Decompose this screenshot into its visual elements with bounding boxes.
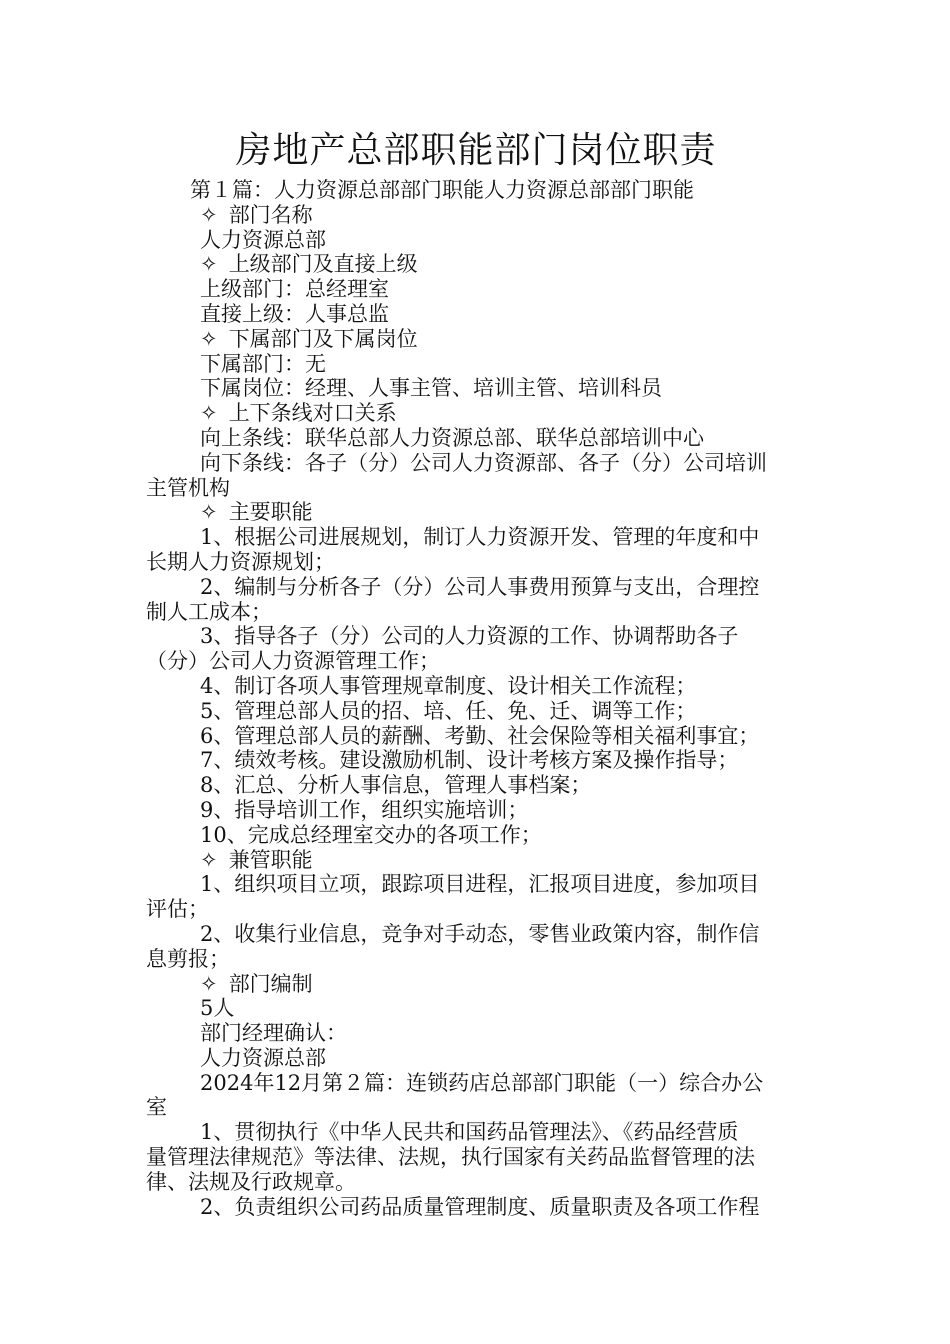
next-chapter-heading: 2024年12月第２篇：连锁药店总部部门职能（一）综合办公: [200, 1070, 764, 1095]
section-heading-label: 上级部门及直接上级: [228, 252, 418, 277]
diamond-bullet-icon: ✧: [200, 401, 218, 426]
duty-item: 5、管理总部人员的招、培、任、免、迁、调等工作；: [200, 698, 697, 723]
document-title: 房地产总部职能部门岗位职责: [235, 130, 717, 171]
subordinate-dept: 下属部门：无: [200, 351, 326, 376]
duty-item: 9、指导培训工作，组织实施培训；: [200, 797, 529, 822]
section-heading-staffing: [146, 972, 806, 997]
duty-item: 4、制订各项人事管理规章制度、设计相关工作流程；: [200, 673, 697, 698]
confirm-dept: 人力资源总部: [200, 1045, 326, 1070]
section-heading-main-duties: [146, 500, 806, 525]
side-duty-item: 1、组织项目立项，跟踪项目进程，汇报项目进度，参加项目: [200, 872, 760, 897]
pharmacy-duty-2: 2、负责组织公司药品质量管理制度、质量职责及各项工作程: [200, 1194, 760, 1219]
chapter-subtitle: 第１篇：人力资源总部部门职能人力资源总部部门职能: [190, 178, 694, 202]
pharmacy-duty-1-cont2: 律、法规及行政规章。: [146, 1169, 356, 1194]
section-heading-label: 部门名称: [228, 202, 313, 227]
section-heading-superior: [146, 252, 806, 277]
section-heading-label: 主要职能: [228, 500, 313, 525]
dept-name-value: 人力资源总部: [200, 227, 326, 252]
duty-item: 6、管理总部人员的薪酬、考勤、社会保险等相关福利事宜；: [200, 723, 760, 748]
duty-item-cont: 长期人力资源规划；: [146, 549, 335, 574]
superior-dept: 上级部门：总经理室: [200, 277, 389, 302]
duty-item-cont: （分）公司人力资源管理工作；: [146, 649, 440, 674]
side-duty-item-cont: 评估；: [146, 897, 209, 922]
liaison-downward-cont: 主管机构: [146, 475, 230, 500]
diamond-bullet-icon: ✧: [200, 202, 218, 227]
section-heading-label: 下属部门及下属岗位: [228, 326, 418, 351]
manager-confirm: 部门经理确认：: [200, 1021, 347, 1046]
diamond-bullet-icon: ✧: [200, 971, 218, 996]
side-duty-item-cont: 息剪报；: [146, 946, 230, 971]
section-heading-label: 上下条线对口关系: [228, 401, 397, 426]
direct-superior: 直接上级：人事总监: [200, 301, 389, 326]
duty-item: 1、根据公司进展规划，制订人力资源开发、管理的年度和中: [200, 525, 760, 550]
next-chapter-heading-cont: 室: [146, 1095, 167, 1120]
subordinate-posts: 下属岗位：经理、人事主管、培训主管、培训科员: [200, 376, 662, 401]
staffing-value: 5人: [200, 996, 235, 1021]
pharmacy-duty-1-cont: 量管理法律规范》等法律、法规，执行国家有关药品监督管理的法: [146, 1145, 755, 1170]
section-heading-subordinate: [146, 327, 806, 352]
diamond-bullet-icon: ✧: [200, 326, 218, 351]
section-heading-label: 部门编制: [228, 971, 313, 996]
diamond-bullet-icon: ✧: [200, 500, 218, 525]
duty-item-cont: 制人工成本；: [146, 599, 272, 624]
duty-item: 2、编制与分析各子（分）公司人事费用预算与支出，合理控: [200, 574, 760, 599]
liaison-downward: 向下条线：各子（分）公司人力资源部、各子（分）公司培训: [200, 450, 767, 475]
section-heading-side-duties: [146, 848, 806, 873]
section-heading-liaison: [146, 401, 806, 426]
section-heading-dept-name: [146, 203, 806, 228]
duty-item: 10、完成总经理室交办的各项工作；: [200, 822, 542, 847]
liaison-upward: 向上条线：联华总部人力资源总部、联华总部培训中心: [200, 425, 704, 450]
duty-item: 8、汇总、分析人事信息，管理人事档案；: [200, 773, 592, 798]
pharmacy-duty-1: 1、贯彻执行《中华人民共和国药品管理法》、《药品经营质: [200, 1120, 739, 1145]
section-heading-label: 兼管职能: [228, 847, 313, 872]
duty-item: 3、指导各子（分）公司的人力资源的工作、协调帮助各子: [200, 624, 739, 649]
side-duty-item: 2、收集行业信息，竞争对手动态，零售业政策内容，制作信: [200, 921, 760, 946]
diamond-bullet-icon: ✧: [200, 252, 218, 277]
document-page: [146, 128, 806, 1219]
diamond-bullet-icon: ✧: [200, 847, 218, 872]
duty-item: 7、绩效考核。建设激励机制、设计考核方案及操作指导；: [200, 748, 739, 773]
